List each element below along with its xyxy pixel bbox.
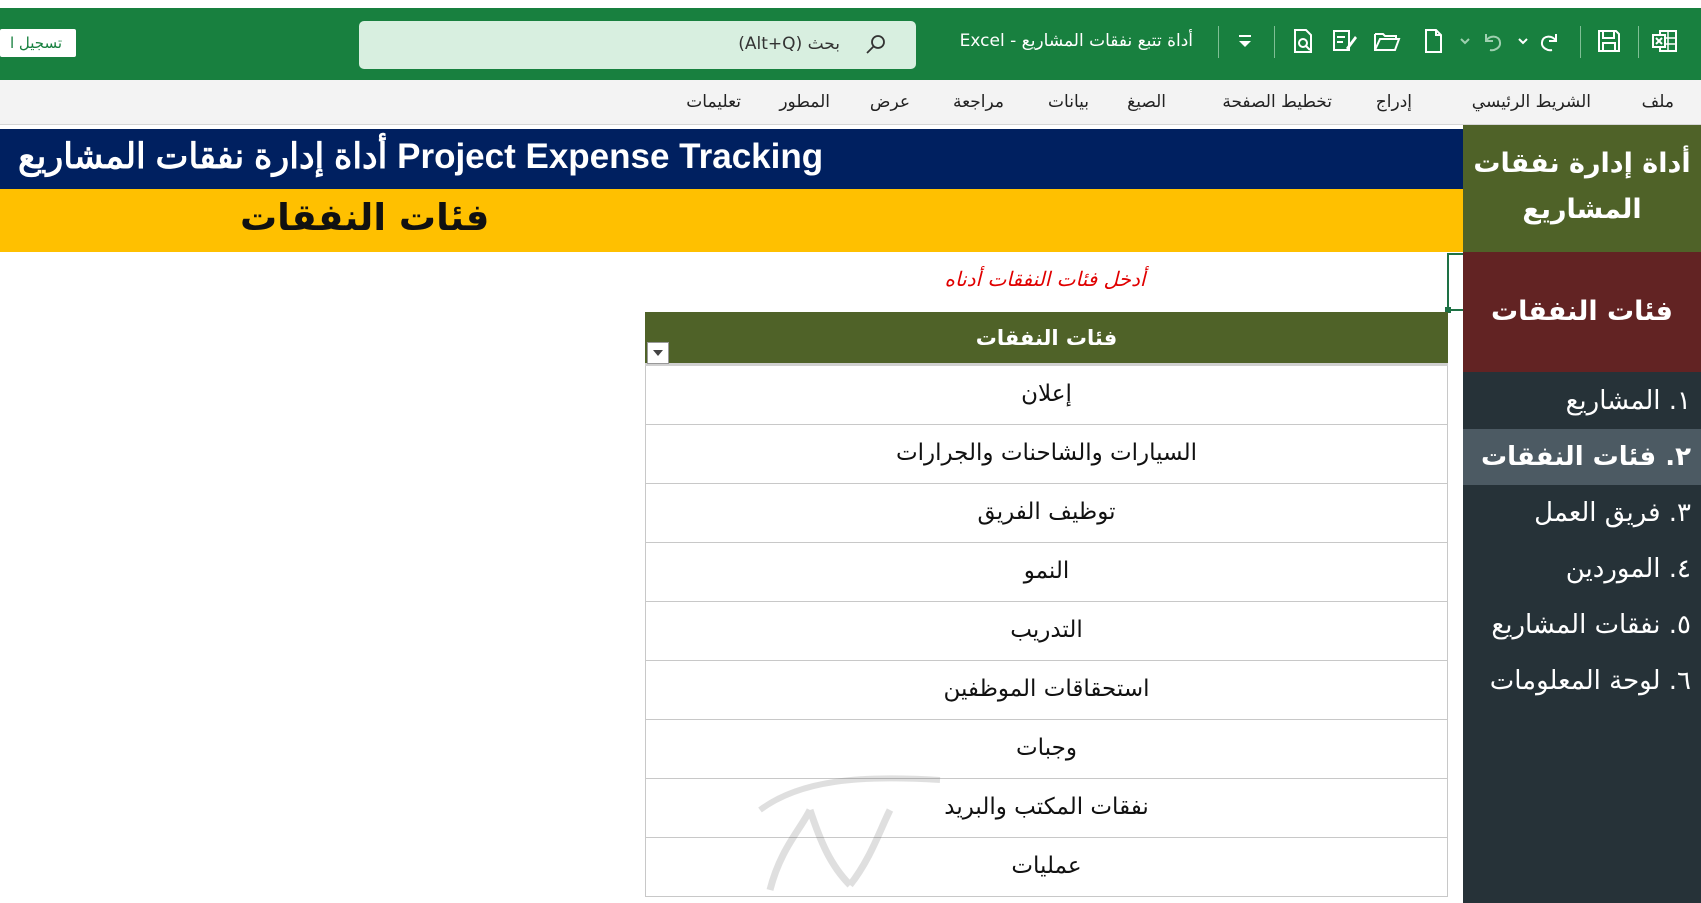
sign-in-button[interactable] [0,29,76,57]
menu-help[interactable]: تعليمات [686,92,741,112]
open-folder-icon[interactable] [1372,26,1402,56]
excel-logo-icon [1650,26,1680,56]
search-placeholder: بحث (Alt+Q) [738,34,840,54]
filter-dropdown-icon[interactable] [647,342,669,364]
table-row[interactable]: عمليات [645,838,1448,897]
menu-home[interactable]: الشريط الرئيسي [1471,92,1591,112]
menu-view[interactable]: عرض [869,92,910,112]
form-icon[interactable] [1329,26,1359,56]
nav-current-section-text: فئات النفقات [1491,296,1673,327]
column-header-label: فئات النفقات [975,326,1118,350]
chevron-down-icon[interactable] [1450,26,1480,56]
nav-item-dashboard[interactable]: ٦. لوحة المعلومات [1489,666,1691,696]
toolbar-separator [1580,26,1581,58]
nav-item-team[interactable]: ٣. فريق العمل [1534,498,1691,528]
selected-cell[interactable] [1447,253,1463,311]
document-title: أداة تتبع نفقات المشاريع - Excel [959,31,1193,51]
toolbar-separator [1274,26,1275,58]
nav-app-title-text: أداة إدارة نفقات المشاريع [1473,148,1691,225]
watermark-logo [740,770,960,900]
nav-current-section [1463,252,1701,372]
search-box[interactable] [359,21,916,69]
toolbar-separator [1638,26,1639,58]
table-row[interactable]: استحقاقات الموظفين [645,661,1448,720]
new-file-icon[interactable] [1418,26,1448,56]
navigation-panel [1463,125,1701,903]
table-row[interactable]: إعلان [645,366,1448,425]
header-banner [0,129,1463,189]
menu-page-layout[interactable]: تخطيط الصفحة [1222,92,1332,112]
toolbar-separator [1218,26,1219,58]
menu-developer[interactable]: المطور [779,92,830,112]
title-bar [0,0,1701,80]
subtitle-banner [0,189,1463,252]
instruction-text: أدخل فئات النفقات أدناه [944,267,1146,291]
save-icon[interactable] [1594,26,1624,56]
ribbon-menu-bar [0,80,1701,125]
search-icon [864,33,888,57]
customize-toolbar-icon[interactable] [1230,26,1260,56]
sign-in-label: تسجيل ا [9,34,62,52]
table-row[interactable]: السيارات والشاحنات والجرارات [645,425,1448,484]
menu-data[interactable]: بيانات [1048,92,1089,112]
chevron-down-icon[interactable] [1508,26,1538,56]
nav-item-projects[interactable]: ١. المشاريع [1565,386,1691,416]
nav-item-expense-categories[interactable]: ٢. فئات النفقات [1463,429,1701,485]
nav-item-project-expenses[interactable]: ٥. نفقات المشاريع [1491,610,1691,640]
redo-icon[interactable] [1535,26,1565,56]
menu-formulas[interactable]: الصيغ [1127,92,1166,112]
menu-insert[interactable]: إدراج [1375,92,1412,112]
page-title: أداة إدارة نفقات المشاريع Project Expense Tracking [18,137,824,176]
page-subtitle: فئات النفقات [240,196,490,239]
table-row[interactable]: التدريب [645,602,1448,661]
undo-icon[interactable] [1477,26,1507,56]
table-row[interactable]: نفقات المكتب والبريد [645,779,1448,838]
print-preview-icon[interactable] [1287,26,1317,56]
nav-app-title [1463,125,1701,252]
nav-item-vendors[interactable]: ٤. الموردين [1565,554,1691,584]
table-row[interactable]: النمو [645,543,1448,602]
menu-file[interactable]: ملف [1641,92,1674,112]
table-header [645,312,1448,366]
table-row[interactable]: توظيف الفريق [645,484,1448,543]
table-row[interactable]: وجبات [645,720,1448,779]
menu-review[interactable]: مراجعة [952,92,1004,112]
